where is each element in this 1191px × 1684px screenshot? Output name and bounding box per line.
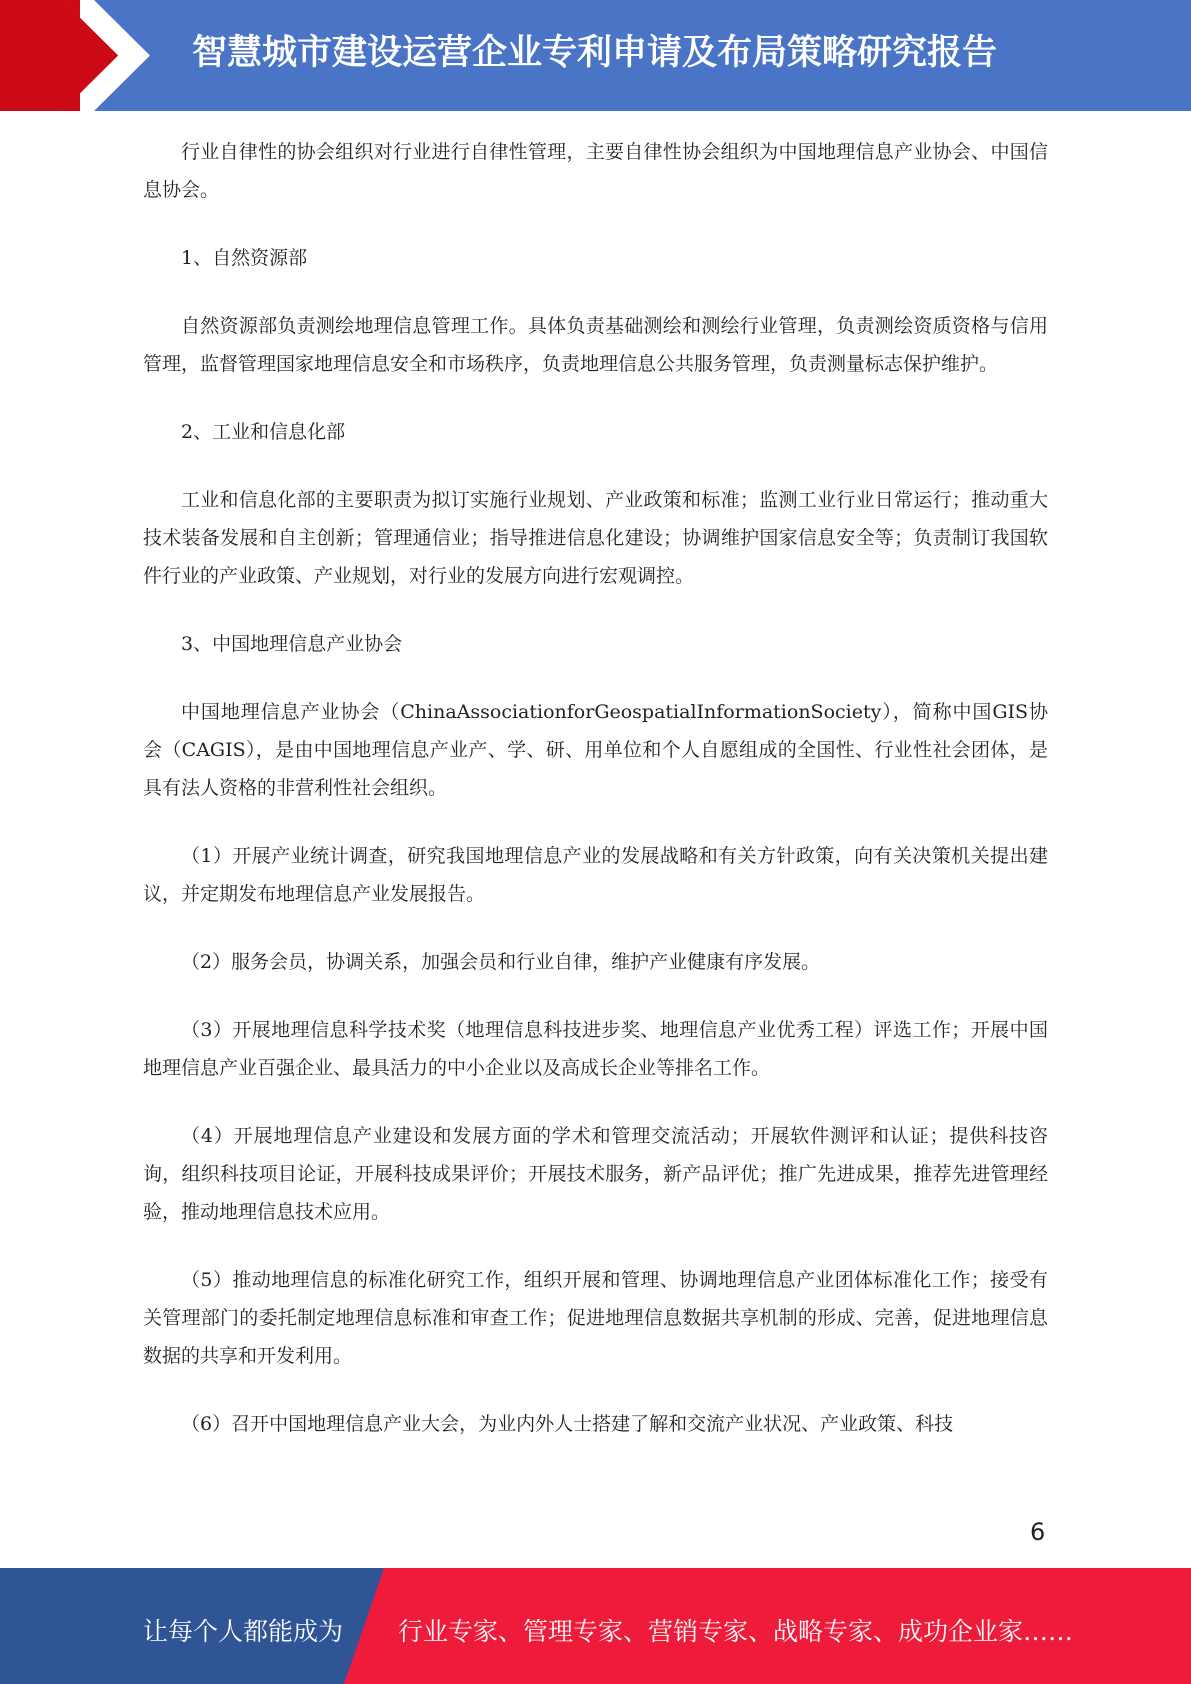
list-item: （1）开展产业统计调查，研究我国地理信息产业的发展战略和有关方针政策，向有关决策机关提出建议，并定期发布地理信息产业发展报告。 xyxy=(143,845,1048,905)
section-heading: 1、自然资源部 xyxy=(181,247,308,269)
list-item: （3）开展地理信息科学技术奖（地理信息科技进步奖、地理信息产业优秀工程）评选工作；开展中国地理信息产业百强企业、最具活力的中小企业以及高成长企业等排名工作。 xyxy=(143,1019,1048,1079)
paragraph: 中国地理信息产业协会（ChinaAssociationforGeospatialInformationSociety），简称中国GIS协会（CAGIS），是由中国地理信息产业产、学、研、用单位和个人自愿组成的全国性、行业性社会团体，是具有法人资格的非营利性社会组织。 xyxy=(143,701,1048,799)
list-item: （5）推动地理信息的标准化研究工作，组织开展和管理、协调地理信息产业团体标准化工作；接受有关管理部门的委托制定地理信息标准和审查工作；促进地理信息数据共享机制的形成、完善，促进地理信息数据的共享和开发利用。 xyxy=(143,1269,1048,1367)
page-header xyxy=(0,0,1191,111)
page-number: 6 xyxy=(1030,1518,1046,1546)
list-item: （2）服务会员，协调关系，加强会员和行业自律，维护产业健康有序发展。 xyxy=(181,951,821,973)
section-heading: 2、工业和信息化部 xyxy=(181,421,346,443)
report-title: 智慧城市建设运营企业专利申请及布局策略研究报告 xyxy=(192,33,998,73)
list-item: （4）开展地理信息产业建设和发展方面的学术和管理交流活动；开展软件测评和认证；提供科技咨询，组织科技项目论证，开展科技成果评价；开展技术服务，新产品评优；推广先进成果，推荐先进管理经验，推动地理信息技术应用。 xyxy=(143,1125,1048,1223)
paragraph: 行业自律性的协会组织对行业进行自律性管理，主要自律性协会组织为中国地理信息产业协会、中国信息协会。 xyxy=(143,141,1048,201)
footer-slogan-left: 让每个人都能成为 xyxy=(143,1617,344,1646)
page-footer xyxy=(0,1568,1191,1684)
document-body xyxy=(143,133,1048,1473)
footer-slogan-right: 行业专家、管理专家、营销专家、战略专家、成功企业家…… xyxy=(398,1617,1074,1646)
paragraph: 工业和信息化部的主要职责为拟订实施行业规划、产业政策和标准；监测工业行业日常运行；推动重大技术装备发展和自主创新；管理通信业；指导推进信息化建设；协调维护国家信息安全等；负责制订我国软件行业的产业政策、产业规划，对行业的发展方向进行宏观调控。 xyxy=(143,489,1048,587)
section-heading: 3、中国地理信息产业协会 xyxy=(181,633,403,655)
header-chevron-icon xyxy=(0,0,200,111)
list-item: （6）召开中国地理信息产业大会，为业内外人士搭建了解和交流产业状况、产业政策、科技 xyxy=(181,1413,954,1435)
paragraph: 自然资源部负责测绘地理信息管理工作。具体负责基础测绘和测绘行业管理，负责测绘资质资格与信用管理，监督管理国家地理信息安全和市场秩序，负责地理信息公共服务管理，负责测量标志保护维护。 xyxy=(143,315,1048,375)
